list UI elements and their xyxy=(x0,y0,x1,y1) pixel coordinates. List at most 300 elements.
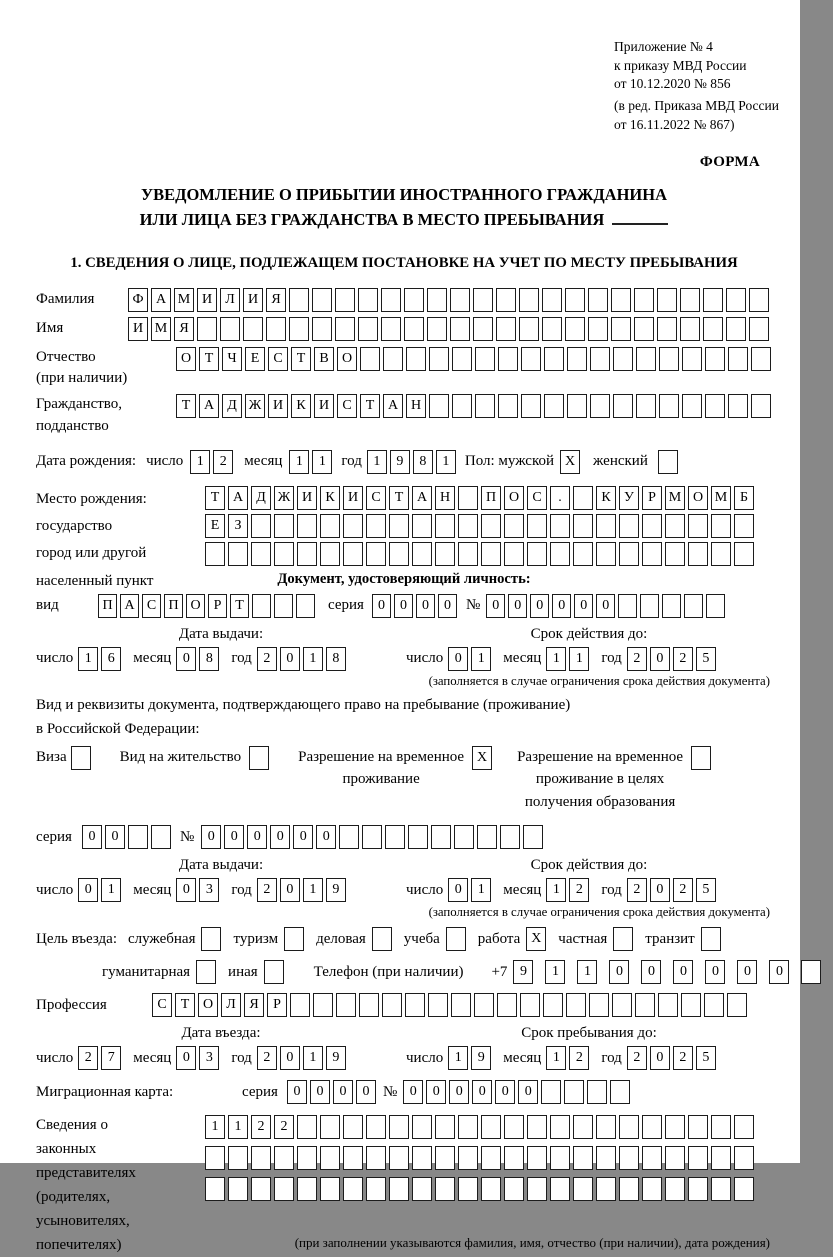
form-cell[interactable] xyxy=(504,514,524,538)
form-cell[interactable] xyxy=(523,825,543,849)
form-cell[interactable] xyxy=(573,514,593,538)
form-cell[interactable] xyxy=(682,394,702,418)
form-cell[interactable] xyxy=(481,1146,501,1170)
form-cell[interactable]: О xyxy=(176,347,196,371)
form-cell[interactable] xyxy=(642,1146,662,1170)
form-cell[interactable] xyxy=(427,317,447,341)
form-cell[interactable]: 0 xyxy=(176,647,196,671)
form-cell[interactable]: К xyxy=(291,394,311,418)
form-cell[interactable] xyxy=(642,514,662,538)
form-cell[interactable] xyxy=(665,514,685,538)
form-cell[interactable]: А xyxy=(383,394,403,418)
form-cell[interactable]: 2 xyxy=(251,1115,271,1139)
form-cell[interactable] xyxy=(205,542,225,566)
form-cell[interactable] xyxy=(527,1115,547,1139)
migcard-series-cells[interactable] xyxy=(287,1080,379,1104)
form-cell[interactable] xyxy=(640,594,659,618)
form-cell[interactable]: 2 xyxy=(673,1046,693,1070)
form-cell[interactable]: 1 xyxy=(289,450,309,474)
form-cell[interactable] xyxy=(381,288,401,312)
form-cell[interactable] xyxy=(412,1146,432,1170)
form-cell[interactable] xyxy=(435,1146,455,1170)
form-cell[interactable]: Ж xyxy=(274,486,294,510)
form-cell[interactable]: Т xyxy=(291,347,311,371)
form-cell[interactable] xyxy=(406,347,426,371)
form-cell[interactable]: 1 xyxy=(190,450,210,474)
form-cell[interactable] xyxy=(636,394,656,418)
form-cell[interactable] xyxy=(705,394,725,418)
form-cell[interactable] xyxy=(596,542,616,566)
form-cell[interactable] xyxy=(385,825,405,849)
form-cell[interactable]: 0 xyxy=(530,594,549,618)
form-cell[interactable]: К xyxy=(596,486,616,510)
form-cell[interactable]: 0 xyxy=(310,1080,330,1104)
residence-permit-checkbox[interactable] xyxy=(249,746,269,770)
form-cell[interactable] xyxy=(734,542,754,566)
form-cell[interactable]: Н xyxy=(435,486,455,510)
purpose-official-checkbox[interactable] xyxy=(201,927,221,951)
form-cell[interactable] xyxy=(550,1115,570,1139)
form-cell[interactable]: 1 xyxy=(228,1115,248,1139)
form-cell[interactable] xyxy=(657,317,677,341)
form-cell[interactable]: Л xyxy=(221,993,241,1017)
form-cell[interactable] xyxy=(404,288,424,312)
form-cell[interactable] xyxy=(366,514,386,538)
representatives-row3-cells[interactable] xyxy=(205,1177,757,1201)
form-cell[interactable]: . xyxy=(550,486,570,510)
form-cell[interactable]: 2 xyxy=(627,647,647,671)
form-cell[interactable] xyxy=(527,514,547,538)
form-cell[interactable]: З xyxy=(228,514,248,538)
form-cell[interactable] xyxy=(243,317,263,341)
form-cell[interactable] xyxy=(408,825,428,849)
form-cell[interactable] xyxy=(458,486,478,510)
form-cell[interactable] xyxy=(366,1115,386,1139)
form-cell[interactable]: Д xyxy=(251,486,271,510)
form-cell[interactable] xyxy=(728,394,748,418)
form-cell[interactable] xyxy=(550,1146,570,1170)
form-cell[interactable] xyxy=(565,288,585,312)
form-cell[interactable]: 9 xyxy=(471,1046,491,1070)
form-cell[interactable] xyxy=(343,542,363,566)
form-cell[interactable] xyxy=(684,594,703,618)
form-cell[interactable]: 1 xyxy=(545,960,565,984)
form-cell[interactable] xyxy=(450,317,470,341)
form-cell[interactable] xyxy=(544,347,564,371)
stay-until-month-cells[interactable] xyxy=(546,1046,592,1070)
entry-month-cells[interactable] xyxy=(176,1046,222,1070)
form-cell[interactable] xyxy=(313,993,333,1017)
form-cell[interactable]: 8 xyxy=(413,450,433,474)
form-cell[interactable] xyxy=(619,514,639,538)
form-cell[interactable]: 0 xyxy=(769,960,789,984)
form-cell[interactable]: 0 xyxy=(495,1080,515,1104)
form-cell[interactable] xyxy=(587,1080,607,1104)
form-cell[interactable]: 0 xyxy=(596,594,615,618)
form-cell[interactable] xyxy=(359,993,379,1017)
form-cell[interactable] xyxy=(590,394,610,418)
form-cell[interactable] xyxy=(228,1146,248,1170)
form-cell[interactable] xyxy=(504,1146,524,1170)
iddoc-valid-day-cells[interactable] xyxy=(448,647,494,671)
form-cell[interactable] xyxy=(435,1115,455,1139)
form-cell[interactable] xyxy=(360,347,380,371)
form-cell[interactable]: 9 xyxy=(326,1046,346,1070)
form-cell[interactable] xyxy=(297,514,317,538)
entry-year-cells[interactable] xyxy=(257,1046,349,1070)
form-cell[interactable] xyxy=(412,514,432,538)
form-cell[interactable] xyxy=(274,1177,294,1201)
form-cell[interactable]: Р xyxy=(208,594,227,618)
form-cell[interactable] xyxy=(383,347,403,371)
form-cell[interactable]: И xyxy=(314,394,334,418)
resdoc-valid-day-cells[interactable] xyxy=(448,878,494,902)
form-cell[interactable] xyxy=(550,1177,570,1201)
form-cell[interactable] xyxy=(801,960,821,984)
form-cell[interactable] xyxy=(521,394,541,418)
form-cell[interactable]: 2 xyxy=(569,878,589,902)
form-cell[interactable] xyxy=(519,317,539,341)
form-cell[interactable]: М xyxy=(665,486,685,510)
form-cell[interactable]: С xyxy=(268,347,288,371)
form-cell[interactable]: 0 xyxy=(105,825,125,849)
form-cell[interactable] xyxy=(573,542,593,566)
form-cell[interactable]: Н xyxy=(406,394,426,418)
form-cell[interactable] xyxy=(458,514,478,538)
iddoc-valid-year-cells[interactable] xyxy=(627,647,719,671)
form-cell[interactable] xyxy=(619,1146,639,1170)
form-cell[interactable] xyxy=(588,288,608,312)
form-cell[interactable] xyxy=(343,1115,363,1139)
form-cell[interactable]: 1 xyxy=(303,647,323,671)
form-cell[interactable]: 2 xyxy=(569,1046,589,1070)
form-cell[interactable]: О xyxy=(186,594,205,618)
form-cell[interactable] xyxy=(711,1115,731,1139)
form-cell[interactable] xyxy=(596,514,616,538)
form-cell[interactable] xyxy=(734,514,754,538)
iddoc-issue-day-cells[interactable] xyxy=(78,647,124,671)
form-cell[interactable]: 1 xyxy=(546,1046,566,1070)
form-cell[interactable] xyxy=(128,825,148,849)
form-cell[interactable] xyxy=(659,347,679,371)
form-cell[interactable]: Т xyxy=(205,486,225,510)
form-cell[interactable] xyxy=(520,993,540,1017)
form-cell[interactable]: 0 xyxy=(394,594,413,618)
form-cell[interactable] xyxy=(205,1146,225,1170)
form-cell[interactable]: 0 xyxy=(280,1046,300,1070)
birthplace-row2-cells[interactable] xyxy=(205,514,757,538)
form-cell[interactable] xyxy=(343,514,363,538)
form-cell[interactable] xyxy=(220,317,240,341)
form-cell[interactable] xyxy=(297,542,317,566)
form-cell[interactable] xyxy=(751,347,771,371)
form-cell[interactable] xyxy=(296,594,315,618)
birth-month-cells[interactable] xyxy=(289,450,335,474)
purpose-humanitarian-checkbox[interactable] xyxy=(196,960,216,984)
form-cell[interactable]: Т xyxy=(199,347,219,371)
form-cell[interactable] xyxy=(704,993,724,1017)
form-cell[interactable] xyxy=(612,993,632,1017)
form-cell[interactable]: Д xyxy=(222,394,242,418)
form-cell[interactable] xyxy=(688,542,708,566)
form-cell[interactable] xyxy=(452,394,472,418)
form-cell[interactable]: 2 xyxy=(257,647,277,671)
iddoc-issue-year-cells[interactable] xyxy=(257,647,349,671)
form-cell[interactable] xyxy=(611,288,631,312)
form-cell[interactable]: 0 xyxy=(650,878,670,902)
iddoc-type-cells[interactable] xyxy=(98,594,318,618)
form-cell[interactable] xyxy=(339,825,359,849)
form-cell[interactable] xyxy=(749,288,769,312)
form-cell[interactable] xyxy=(381,317,401,341)
birthplace-row1-cells[interactable] xyxy=(205,486,757,510)
form-cell[interactable] xyxy=(312,288,332,312)
form-cell[interactable] xyxy=(567,394,587,418)
form-cell[interactable] xyxy=(728,347,748,371)
form-cell[interactable]: С xyxy=(337,394,357,418)
form-cell[interactable] xyxy=(665,1177,685,1201)
form-cell[interactable]: 1 xyxy=(436,450,456,474)
form-cell[interactable] xyxy=(429,347,449,371)
purpose-other-checkbox[interactable] xyxy=(264,960,284,984)
form-cell[interactable] xyxy=(527,542,547,566)
form-cell[interactable] xyxy=(751,394,771,418)
form-cell[interactable]: 0 xyxy=(449,1080,469,1104)
form-cell[interactable] xyxy=(452,347,472,371)
form-cell[interactable] xyxy=(519,288,539,312)
form-cell[interactable]: Т xyxy=(175,993,195,1017)
form-cell[interactable]: 0 xyxy=(448,647,468,671)
form-cell[interactable]: 7 xyxy=(101,1046,121,1070)
form-cell[interactable] xyxy=(297,1177,317,1201)
form-cell[interactable] xyxy=(435,1177,455,1201)
form-cell[interactable] xyxy=(412,1177,432,1201)
form-cell[interactable]: 0 xyxy=(472,1080,492,1104)
citizenship-cells[interactable] xyxy=(176,394,774,418)
form-cell[interactable] xyxy=(682,347,702,371)
form-cell[interactable] xyxy=(589,993,609,1017)
form-cell[interactable]: В xyxy=(314,347,334,371)
form-cell[interactable]: О xyxy=(688,486,708,510)
purpose-study-checkbox[interactable] xyxy=(446,927,466,951)
form-cell[interactable] xyxy=(343,1146,363,1170)
form-cell[interactable] xyxy=(412,1115,432,1139)
form-cell[interactable]: 0 xyxy=(650,1046,670,1070)
form-cell[interactable]: 0 xyxy=(333,1080,353,1104)
form-cell[interactable] xyxy=(611,317,631,341)
form-cell[interactable] xyxy=(451,993,471,1017)
form-cell[interactable]: И xyxy=(128,317,148,341)
form-cell[interactable]: 0 xyxy=(82,825,102,849)
form-cell[interactable]: 2 xyxy=(627,1046,647,1070)
form-cell[interactable]: М xyxy=(174,288,194,312)
form-cell[interactable] xyxy=(389,514,409,538)
form-cell[interactable]: Т xyxy=(389,486,409,510)
form-cell[interactable] xyxy=(544,394,564,418)
form-cell[interactable] xyxy=(642,1115,662,1139)
sex-male-checkbox[interactable]: X xyxy=(560,450,580,474)
resdoc-issue-month-cells[interactable] xyxy=(176,878,222,902)
form-cell[interactable]: 1 xyxy=(303,878,323,902)
form-cell[interactable]: 0 xyxy=(609,960,629,984)
form-cell[interactable] xyxy=(477,825,497,849)
form-cell[interactable]: 0 xyxy=(280,647,300,671)
iddoc-valid-month-cells[interactable] xyxy=(546,647,592,671)
form-cell[interactable] xyxy=(481,1177,501,1201)
form-cell[interactable] xyxy=(404,317,424,341)
form-cell[interactable] xyxy=(454,825,474,849)
form-cell[interactable] xyxy=(711,1146,731,1170)
form-cell[interactable]: 0 xyxy=(448,878,468,902)
visa-checkbox[interactable] xyxy=(71,746,91,770)
form-cell[interactable] xyxy=(542,288,562,312)
form-cell[interactable] xyxy=(320,1146,340,1170)
form-cell[interactable] xyxy=(711,1177,731,1201)
form-cell[interactable]: 8 xyxy=(326,647,346,671)
form-cell[interactable] xyxy=(703,317,723,341)
form-cell[interactable] xyxy=(665,1146,685,1170)
form-cell[interactable] xyxy=(335,317,355,341)
form-cell[interactable] xyxy=(642,1177,662,1201)
form-cell[interactable] xyxy=(613,394,633,418)
form-cell[interactable]: 9 xyxy=(513,960,533,984)
phone-cells[interactable] xyxy=(513,960,833,984)
form-cell[interactable] xyxy=(343,1177,363,1201)
form-cell[interactable] xyxy=(289,317,309,341)
form-cell[interactable] xyxy=(573,1146,593,1170)
form-cell[interactable]: П xyxy=(98,594,117,618)
form-cell[interactable] xyxy=(228,1177,248,1201)
form-cell[interactable] xyxy=(541,1080,561,1104)
form-cell[interactable] xyxy=(634,288,654,312)
form-cell[interactable]: Т xyxy=(360,394,380,418)
form-cell[interactable]: 8 xyxy=(199,647,219,671)
form-cell[interactable]: 2 xyxy=(673,647,693,671)
resdoc-number-cells[interactable] xyxy=(201,825,546,849)
form-cell[interactable]: С xyxy=(366,486,386,510)
form-cell[interactable] xyxy=(734,1146,754,1170)
form-cell[interactable] xyxy=(382,993,402,1017)
form-cell[interactable]: М xyxy=(151,317,171,341)
form-cell[interactable]: 1 xyxy=(546,647,566,671)
form-cell[interactable]: С xyxy=(142,594,161,618)
form-cell[interactable]: 3 xyxy=(199,878,219,902)
form-cell[interactable]: Я xyxy=(244,993,264,1017)
form-cell[interactable] xyxy=(680,317,700,341)
purpose-tourism-checkbox[interactable] xyxy=(284,927,304,951)
form-cell[interactable] xyxy=(711,514,731,538)
form-cell[interactable] xyxy=(564,1080,584,1104)
form-cell[interactable] xyxy=(596,1115,616,1139)
form-cell[interactable]: 1 xyxy=(448,1046,468,1070)
birth-day-cells[interactable] xyxy=(190,450,236,474)
form-cell[interactable] xyxy=(527,1177,547,1201)
form-cell[interactable] xyxy=(527,1146,547,1170)
form-cell[interactable] xyxy=(542,317,562,341)
form-cell[interactable] xyxy=(734,1115,754,1139)
form-cell[interactable] xyxy=(588,317,608,341)
form-cell[interactable]: 0 xyxy=(176,878,196,902)
form-cell[interactable] xyxy=(251,514,271,538)
form-cell[interactable] xyxy=(320,1115,340,1139)
migcard-number-cells[interactable] xyxy=(403,1080,633,1104)
form-cell[interactable]: 0 xyxy=(372,594,391,618)
form-cell[interactable]: 1 xyxy=(312,450,332,474)
form-cell[interactable]: Я xyxy=(266,288,286,312)
form-cell[interactable] xyxy=(458,542,478,566)
form-cell[interactable]: 0 xyxy=(356,1080,376,1104)
form-cell[interactable]: К xyxy=(320,486,340,510)
form-cell[interactable]: 2 xyxy=(274,1115,294,1139)
form-cell[interactable] xyxy=(458,1146,478,1170)
iddoc-issue-month-cells[interactable] xyxy=(176,647,222,671)
form-cell[interactable] xyxy=(550,542,570,566)
form-cell[interactable]: Т xyxy=(176,394,196,418)
form-cell[interactable] xyxy=(496,317,516,341)
form-cell[interactable] xyxy=(151,825,171,849)
form-cell[interactable] xyxy=(366,1146,386,1170)
form-cell[interactable] xyxy=(658,993,678,1017)
form-cell[interactable] xyxy=(543,993,563,1017)
purpose-private-checkbox[interactable] xyxy=(613,927,633,951)
form-cell[interactable]: П xyxy=(481,486,501,510)
form-cell[interactable]: Е xyxy=(245,347,265,371)
form-cell[interactable] xyxy=(567,347,587,371)
form-cell[interactable] xyxy=(389,542,409,566)
form-cell[interactable]: 0 xyxy=(403,1080,423,1104)
form-cell[interactable]: 0 xyxy=(486,594,505,618)
form-cell[interactable]: 1 xyxy=(471,647,491,671)
form-cell[interactable]: Ч xyxy=(222,347,242,371)
form-cell[interactable] xyxy=(228,542,248,566)
form-cell[interactable] xyxy=(473,317,493,341)
form-cell[interactable]: 3 xyxy=(199,1046,219,1070)
form-cell[interactable]: 0 xyxy=(293,825,313,849)
form-cell[interactable] xyxy=(727,993,747,1017)
form-cell[interactable]: А xyxy=(120,594,139,618)
form-cell[interactable]: 1 xyxy=(546,878,566,902)
patronymic-cells[interactable] xyxy=(176,347,774,371)
form-cell[interactable] xyxy=(297,1146,317,1170)
form-cell[interactable] xyxy=(358,317,378,341)
form-cell[interactable]: 0 xyxy=(416,594,435,618)
form-cell[interactable] xyxy=(481,1115,501,1139)
form-cell[interactable]: 5 xyxy=(696,878,716,902)
iddoc-number-cells[interactable] xyxy=(486,594,728,618)
form-cell[interactable] xyxy=(290,993,310,1017)
form-cell[interactable] xyxy=(266,317,286,341)
form-cell[interactable] xyxy=(610,1080,630,1104)
form-cell[interactable]: 6 xyxy=(101,647,121,671)
lastname-cells[interactable] xyxy=(128,288,772,312)
form-cell[interactable] xyxy=(274,514,294,538)
form-cell[interactable] xyxy=(734,1177,754,1201)
form-cell[interactable]: 1 xyxy=(205,1115,225,1139)
form-cell[interactable] xyxy=(688,1146,708,1170)
purpose-business-checkbox[interactable] xyxy=(372,927,392,951)
form-cell[interactable] xyxy=(688,1115,708,1139)
form-cell[interactable] xyxy=(458,1177,478,1201)
form-cell[interactable] xyxy=(596,1146,616,1170)
form-cell[interactable] xyxy=(252,594,271,618)
form-cell[interactable] xyxy=(427,288,447,312)
sex-female-checkbox[interactable] xyxy=(658,450,678,474)
form-cell[interactable]: А xyxy=(412,486,432,510)
form-cell[interactable]: Е xyxy=(205,514,225,538)
stay-until-day-cells[interactable] xyxy=(448,1046,494,1070)
form-cell[interactable] xyxy=(498,394,518,418)
form-cell[interactable] xyxy=(428,993,448,1017)
